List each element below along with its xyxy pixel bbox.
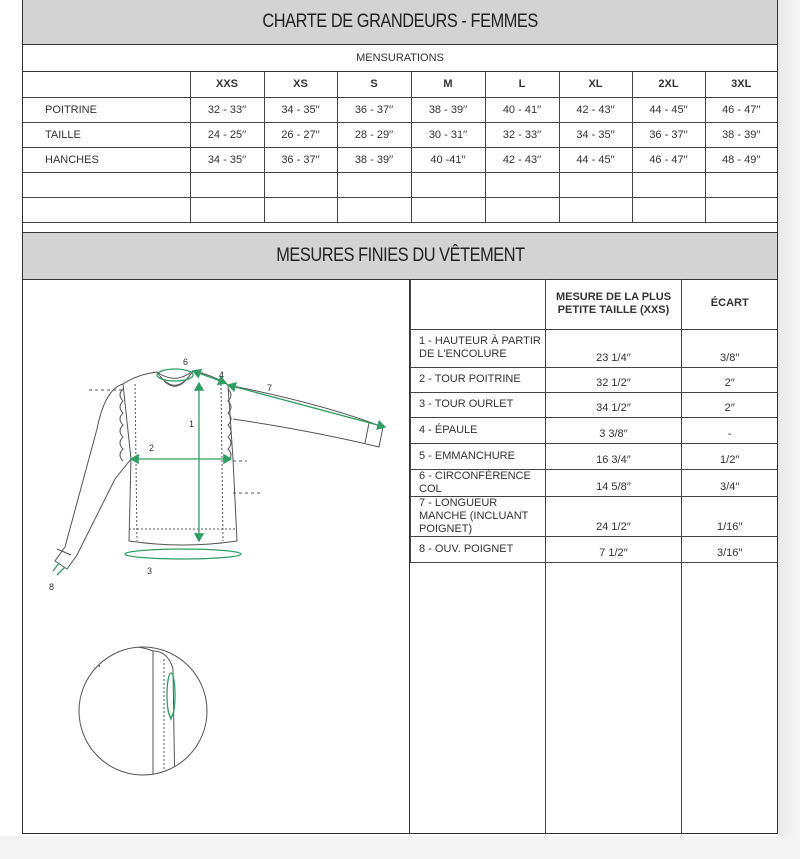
size-chart-title: CHARTE DE GRANDEURS - FEMMES [262,11,538,32]
size-row-label: TAILLE [23,122,190,147]
marker-7: 7 [267,383,273,393]
sweater-outline [55,371,383,569]
finished-row [411,536,778,562]
finished-row [411,417,778,443]
size-table [23,72,777,223]
size-header-cell: 3XL [705,72,777,97]
size-header-cell: 2XL [632,72,705,97]
finished-measures-title: MESURES FINIES DU VÊTEMENT [275,245,525,266]
size-value: 38 - 39′′ [337,147,411,172]
measurement-lines [53,369,385,575]
size-row-empty [23,197,777,222]
empty-cell [411,197,485,222]
finished-row-measure: 32 1/2′′ [546,367,682,392]
marker-6: 6 [183,357,189,367]
measure-line-3 [125,549,241,559]
size-value: 30 - 31′′ [411,122,485,147]
finished-row [411,329,778,367]
finished-row [411,496,778,536]
empty-cell [190,172,264,197]
size-row-empty [23,172,777,197]
empty-cell [23,172,190,197]
size-chart-sheet [22,0,778,834]
size-value: 48 - 49′′ [705,147,777,172]
empty-cell [485,172,559,197]
finished-row-gap: 3/8′′ [682,329,778,367]
size-chart-title-band [23,0,777,45]
size-value: 32 - 33′′ [190,97,264,122]
measure-line-7 [228,385,385,427]
finished-row-label: 4 - ÉPAULE [411,417,546,443]
finished-row-label: 5 - EMMANCHURE [411,443,546,469]
finished-row-label: 1 - HAUTEUR À PARTIR DE L'ENCOLURE [411,329,546,367]
size-value: 38 - 39′′ [705,122,777,147]
finished-row-label: 7 - LONGUEUR MANCHE (INCLUANT POIGNET) [411,496,546,536]
marker-8: 8 [49,582,55,592]
empty-cell [190,197,264,222]
column-divider [545,279,546,834]
finished-row-measure: 3 3/8′′ [546,417,682,443]
finished-header-empty [411,279,546,329]
size-row-poitrine [23,97,777,122]
size-row-hanches [23,147,777,172]
size-value: 46 - 47′′ [632,147,705,172]
size-header-empty [23,72,190,97]
finished-row-gap: - [682,417,778,443]
size-value: 40 - 41′′ [485,97,559,122]
size-value: 36 - 37′′ [264,147,337,172]
finished-row-gap: 1/16′′ [682,496,778,536]
finished-row-measure: 24 1/2′′ [546,496,682,536]
size-row-label: HANCHES [23,147,190,172]
finished-row-gap: 2′′ [682,392,778,417]
size-value: 40 -41′′ [411,147,485,172]
marker-2: 2 [149,443,155,453]
finished-row [411,392,778,417]
size-value: 36 - 37′′ [632,122,705,147]
size-value: 44 - 45′′ [559,147,632,172]
size-value: 44 - 45′′ [632,97,705,122]
measurement-markers [49,357,272,694]
size-header-cell: M [411,72,485,97]
garment-diagram [23,279,410,834]
finished-row-label: 2 - TOUR POITRINE [411,367,546,392]
empty-cell [632,172,705,197]
empty-cell [264,197,337,222]
finished-row-gap: 2′′ [682,367,778,392]
size-row-taille [23,122,777,147]
finished-row-gap: 1/2′′ [682,443,778,469]
size-row-label: POITRINE [23,97,190,122]
empty-cell [559,197,632,222]
marker-1: 1 [189,419,195,429]
finished-row-measure: 34 1/2′′ [546,392,682,417]
finished-row-measure: 14 5/8′′ [546,469,682,496]
finished-row-measure: 16 3/4′′ [546,443,682,469]
finished-measures-title-band [23,232,777,280]
size-header-cell: L [485,72,559,97]
gap-column-header: ÉCART [682,279,778,329]
measurements-subtitle: MENSURATIONS [23,45,777,72]
size-header-row [23,72,777,97]
sweater-illustration [23,279,409,834]
finished-header-row [411,279,778,329]
finished-row-measure: 7 1/2′′ [546,536,682,562]
measure-line-8 [53,563,65,575]
marker-3: 3 [147,566,153,576]
size-value: 34 - 35′′ [559,122,632,147]
finished-row [411,443,778,469]
empty-cell [705,172,777,197]
empty-cell [559,172,632,197]
size-value: 38 - 39′′ [411,97,485,122]
size-value: 46 - 47′′ [705,97,777,122]
armhole-detail [79,647,207,800]
empty-cell [411,172,485,197]
empty-cell [264,172,337,197]
size-header-cell: XL [559,72,632,97]
size-value: 42 - 43′′ [559,97,632,122]
size-value: 42 - 43′′ [485,147,559,172]
size-value: 34 - 35′′ [190,147,264,172]
finished-row [411,469,778,496]
size-header-cell: XS [264,72,337,97]
finished-row-label: 6 - CIRCONFÉRENCE COL [411,469,546,496]
size-value: 36 - 37′′ [337,97,411,122]
size-value: 32 - 33′′ [485,122,559,147]
page-shadow-right [778,0,800,859]
finished-row-gap: 3/4′′ [682,469,778,496]
measure-column-header: MESURE DE LA PLUS PETITE TAILLE (XXS) [546,279,682,329]
finished-row-label: 3 - TOUR OURLET [411,392,546,417]
size-value: 34 - 35′′ [264,97,337,122]
empty-cell [337,172,411,197]
empty-cell [632,197,705,222]
size-value: 28 - 29′′ [337,122,411,147]
finished-measures-table [410,279,778,563]
empty-cell [485,197,559,222]
empty-cell [23,197,190,222]
column-divider [681,279,682,834]
finished-measures-section [23,279,777,834]
empty-cell [337,197,411,222]
finished-row-gap: 3/16′′ [682,536,778,562]
size-header-cell: XXS [190,72,264,97]
empty-cell [705,197,777,222]
finished-row-label: 8 - OUV. POIGNET [411,536,546,562]
finished-row-measure: 23 1/4′′ [546,329,682,367]
size-header-cell: S [337,72,411,97]
marker-4: 4 [219,370,225,380]
page-shadow-bottom [0,836,800,859]
finished-row [411,367,778,392]
size-value: 24 - 25′′ [190,122,264,147]
size-value: 26 - 27′′ [264,122,337,147]
